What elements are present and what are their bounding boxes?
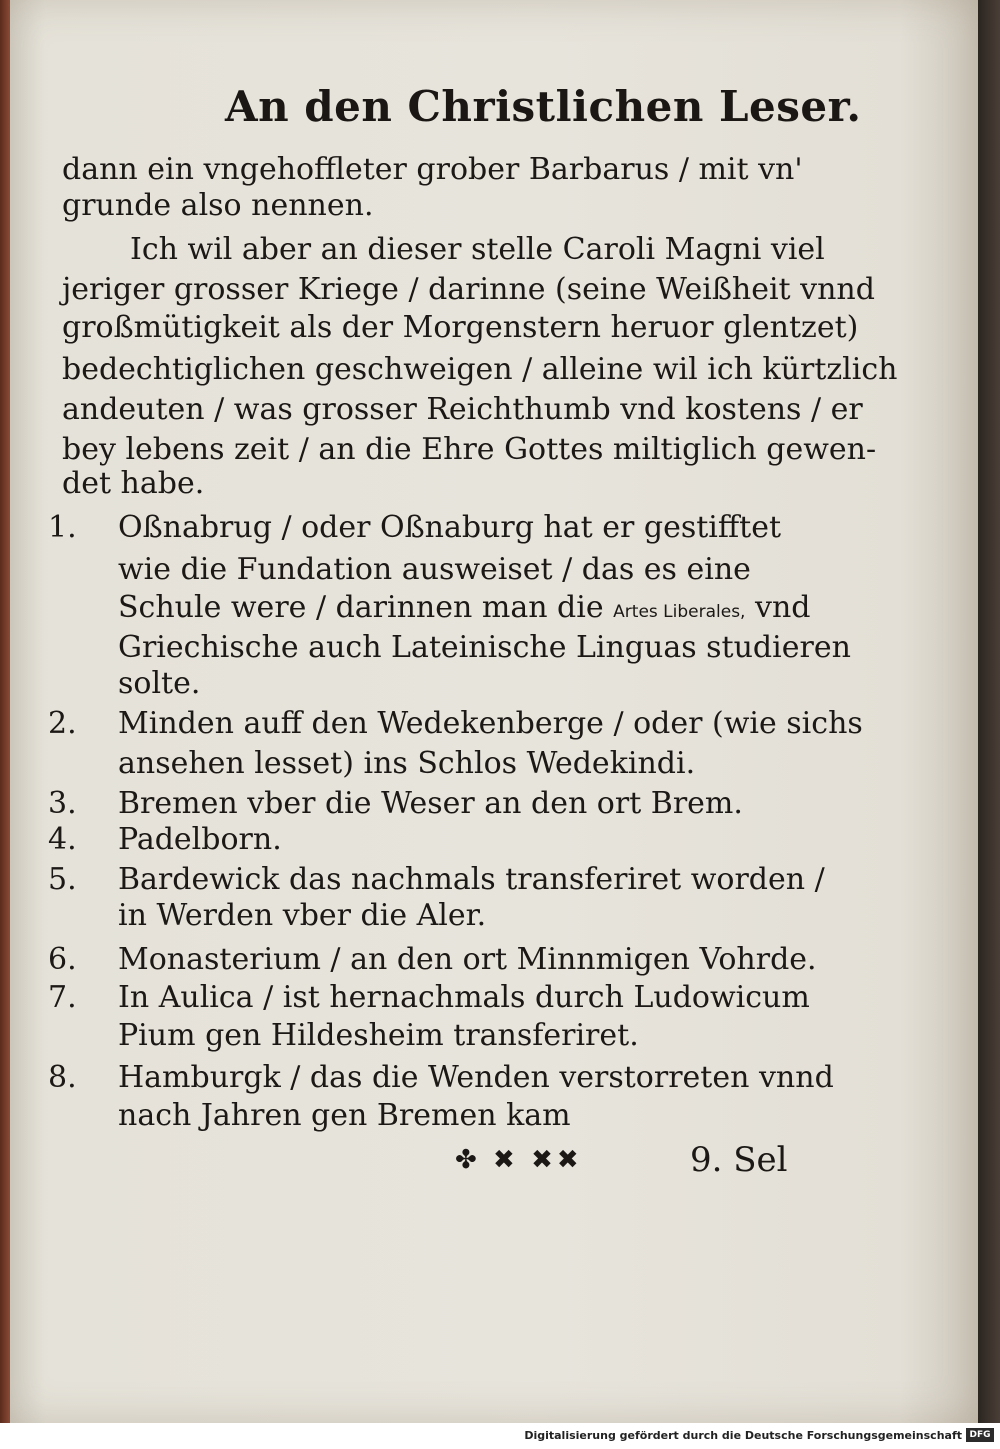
item-line: Padelborn. bbox=[118, 822, 282, 857]
item-number: 4. bbox=[48, 822, 77, 857]
item-line: In Aulica / ist hernachmals durch Ludowicum bbox=[118, 980, 810, 1015]
body-line: großmütigkeit als der Morgenstern heruor glentzet) bbox=[62, 310, 859, 345]
item-line-part: Schule were / darinnen man die bbox=[118, 590, 614, 625]
body-line: andeuten / was grosser Reichthumb vnd kostens / er bbox=[62, 392, 863, 427]
item-line: Minden auff den Wedekenberge / oder (wie sichs bbox=[118, 706, 863, 741]
body-line: grunde also nennen. bbox=[62, 188, 374, 223]
item-line: wie die Fundation ausweiset / das es eine bbox=[118, 552, 751, 587]
item-number: 2. bbox=[48, 706, 77, 741]
page-edge bbox=[978, 0, 1000, 1423]
item-line: Pium gen Hildesheim transferiret. bbox=[118, 1018, 639, 1053]
dfg-logo-icon: DFG bbox=[966, 1428, 994, 1442]
body-line: Ich wil aber an dieser stelle Caroli Magni viel bbox=[130, 232, 825, 267]
item-number: 3. bbox=[48, 786, 77, 821]
item-line: Bremen vber die Weser an den ort Brem. bbox=[118, 786, 743, 821]
body-line: bedechtiglichen geschweigen / alleine wil ich kürtzlich bbox=[62, 352, 898, 387]
item-line-part: vnd bbox=[745, 590, 811, 625]
body-line: jeriger grosser Kriege / darinne (seine Weißheit vnnd bbox=[62, 272, 875, 307]
catchword: 9. Sel bbox=[690, 1140, 788, 1180]
item-line: in Werden vber die Aler. bbox=[118, 898, 487, 933]
item-line: Hamburgk / das die Wenden verstorreten vnnd bbox=[118, 1060, 834, 1095]
item-number: 8. bbox=[48, 1060, 77, 1095]
item-line: Oßnabrug / oder Oßnaburg hat er gestifftet bbox=[118, 510, 782, 545]
item-line: solte. bbox=[118, 666, 201, 701]
latin-phrase: Artes Liberales, bbox=[613, 602, 746, 622]
item-line bbox=[118, 590, 818, 630]
item-line: Bardewick das nachmals transferiret worden / bbox=[118, 862, 825, 897]
item-line: Griechische auch Lateinische Linguas studieren bbox=[118, 630, 851, 665]
item-line: Monasterium / an den ort Minnmigen Vohrde. bbox=[118, 942, 817, 977]
item-number: 6. bbox=[48, 942, 77, 977]
signature-mark: ✤ ✖ ✖✖ bbox=[455, 1145, 583, 1175]
running-head: An den Christlichen Leser. bbox=[225, 82, 862, 131]
item-line: nach Jahren gen Bremen kam bbox=[118, 1098, 571, 1133]
funding-notice: Digitalisierung gefördert durch die Deutsche Forschungsgemeinschaft bbox=[524, 1429, 962, 1442]
item-line: ansehen lesset) ins Schlos Wedekindi. bbox=[118, 746, 696, 781]
item-number: 1. bbox=[48, 510, 77, 545]
item-number: 5. bbox=[48, 862, 77, 897]
item-number: 7. bbox=[48, 980, 77, 1015]
body-line: dann ein vngehoffleter grober Barbarus / mit vn' bbox=[62, 152, 803, 187]
footer-bar bbox=[0, 1423, 1000, 1449]
book-spine bbox=[0, 0, 10, 1423]
body-line: det habe. bbox=[62, 466, 205, 501]
body-line: bey lebens zeit / an die Ehre Gottes miltiglich gewen- bbox=[62, 432, 877, 467]
